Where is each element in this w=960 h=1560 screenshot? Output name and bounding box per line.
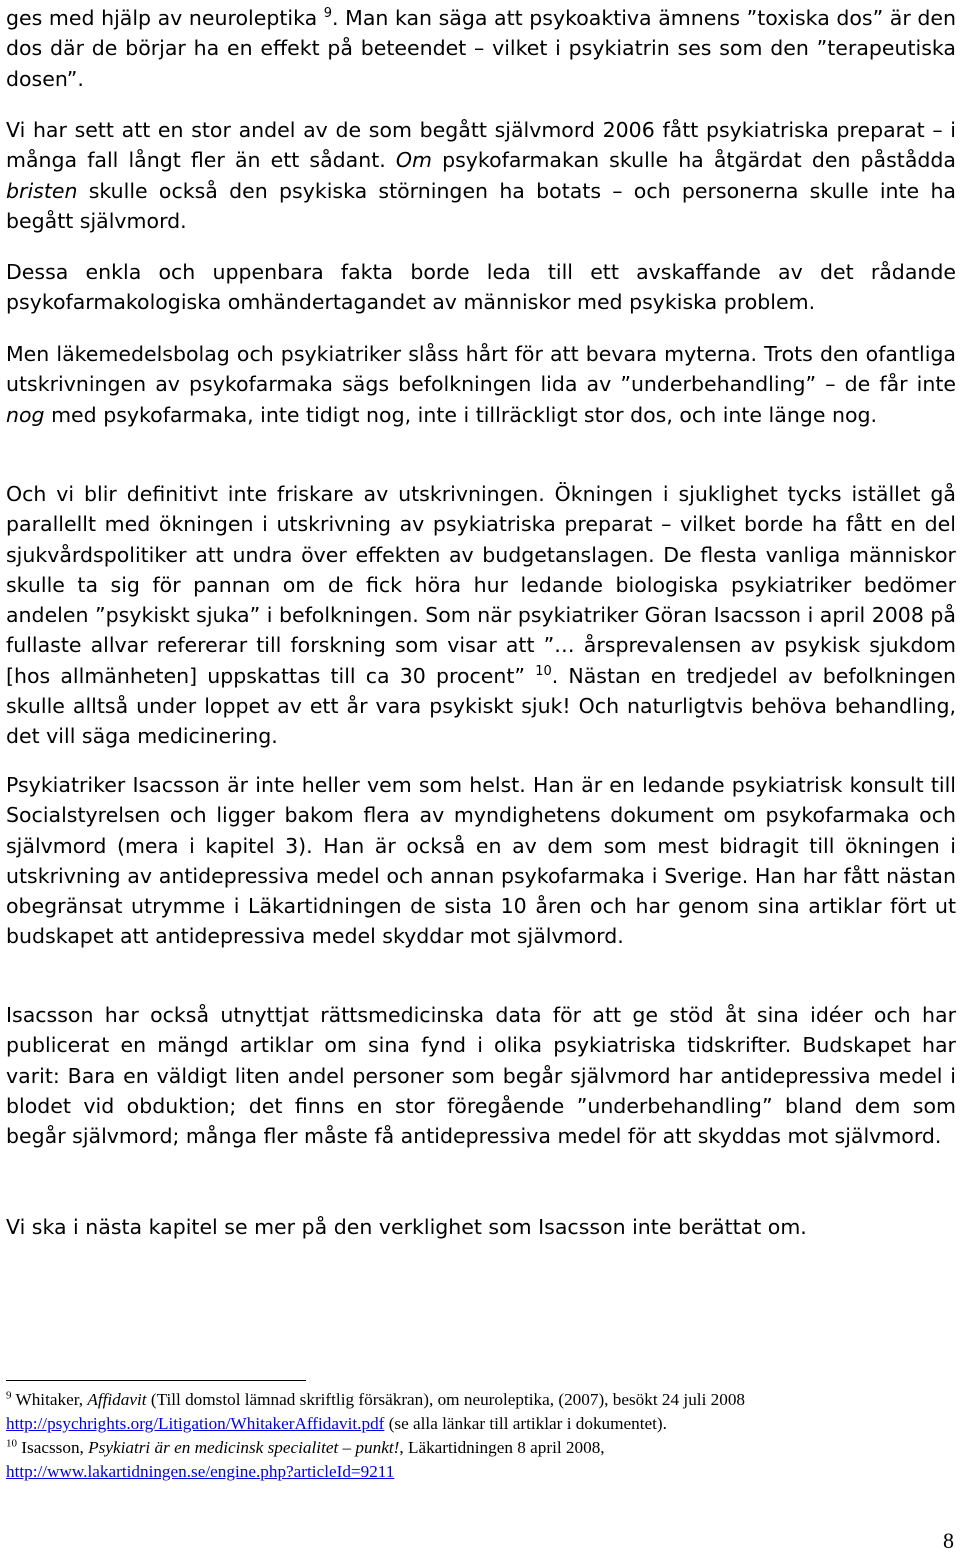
paragraph: Vi har sett att en stor andel av de som begått självmord 2006 fått psykiatriska preparat – i många fall långt fler än ett sådant. Om psykofarmakan skulle ha åtgärdat den påstådda bristen skulle också den psykiska störningen ha botats – och personerna skulle inte ha begått självmord. <box>6 118 956 233</box>
footnotes <box>6 1388 956 1484</box>
page-number: 8 <box>943 1528 954 1553</box>
footnote-separator <box>6 1380 306 1381</box>
paragraph: Och vi blir definitivt inte friskare av utskrivningen. Ökningen i sjuklighet tycks istället gå parallellt med ökningen i utskrivning av psykiatriska preparat – vilket borde ha fått en del sjukvårdspolitiker att undra över effekten av budgetanslagen. De flesta vanliga människor skulle ta sig för pannan om de fick höra hur ledande biologiska psykiatriker bedömer andelen ”psykiskt sjuka” i befolkningen. Som när psykiatriker Göran Isacsson i april 2008 på fullaste allvar refererar till forskning som visar att ”… årsprevalensen av psykisk sjukdom [hos allmänheten] uppskattas till ca 30 procent” $^{10}$. Nästan en tredjedel av befolkningen skulle alltså under loppet av ett år vara psykiskt sjuk! Och naturligtvis behöva behandling, det vill säga medicinering. <box>6 482 956 749</box>
footnote-ref[interactable]: 9 <box>323 6 333 22</box>
footnote-number: 10 <box>6 1437 17 1450</box>
footnote: $^{10}$ Isacsson, Psykiatri är en medicinsk specialitet – punkt!, Läkartidningen 8 april 2008, http://www.lakartidningen.se/engine.php?articleId=9211 <box>6 1437 605 1481</box>
paragraph: Isacsson har också utnyttjat rättsmedicinska data för att ge stöd åt sina idéer och har publicerat en mängd artiklar om sina fynd i olika psykiatriska tidskrifter. Budskapet har varit: Bara en väldigt liten andel personer som begår självmord har antidepressiva medel i blodet vid obduktion; det finns en stor föregående ”underbehandling” bland dem som begår självmord; många fler måste få antidepressiva medel för att skyddas mot självmord. <box>6 1003 956 1149</box>
paragraph: ges med hjälp av neuroleptika $^9$. Man kan säga att psykoaktiva ämnens ”toxiska dos” är den dos där de börjar ha en effekt på beteendet – vilket i psykiatrin ses som den ”terapeutiska dosen”. <box>6 6 956 91</box>
paragraph: Psykiatriker Isacsson är inte heller vem som helst. Han är en ledande psykiatrisk konsult till Socialstyrelsen och ligger bakom flera av myndighetens dokument om psykofarmaka och självmord (mera i kapitel 3). Han är också en av dem som mest bidragit till ökningen i utskrivning av antidepressiva medel och annan psykofarmaka i Sverige. Han har fått nästan obegränsat utrymme i Läkartidningen de sista 10 åren och har genom sina artiklar fört ut budskapet att antidepressiva medel skyddar mot självmord. <box>6 773 956 949</box>
paragraph: Vi ska i nästa kapitel se mer på den verklighet som Isacsson inte berättat om. <box>6 1215 807 1239</box>
footnote-ref[interactable]: 10 <box>535 663 552 679</box>
footnote-number: 9 <box>6 1389 12 1402</box>
paragraph: Dessa enkla och uppenbara fakta borde leda till ett avskaffande av det rådande psykofarmakologiska omhändertagandet av människor med psykiska problem. <box>6 260 956 315</box>
footnote-link[interactable]: http://psychrights.org/Litigation/WhitakerAffidavit.pdf <box>6 1414 385 1433</box>
paragraph: Men läkemedelsbolag och psykiatriker slåss hårt för att bevara myterna. Trots den ofantliga utskrivningen av psykofarmaka sägs befolkningen lida av ”underbehandling” – de får inte nog med psykofarmaka, inte tidigt nog, inte i tillräckligt stor dos, och inte länge nog. <box>6 342 956 427</box>
footnote-link[interactable]: http://www.lakartidningen.se/engine.php?articleId=9211 <box>6 1462 395 1481</box>
footnote: $^9$ Whitaker, Affidavit (Till domstol lämnad skriftlig försäkran), om neuroleptika, (2007), besökt 24 juli 2008 http://psychrights.org/Litigation/WhitakerAffidavit.pdf (se alla länkar till artiklar i dokumentet). <box>6 1389 746 1433</box>
